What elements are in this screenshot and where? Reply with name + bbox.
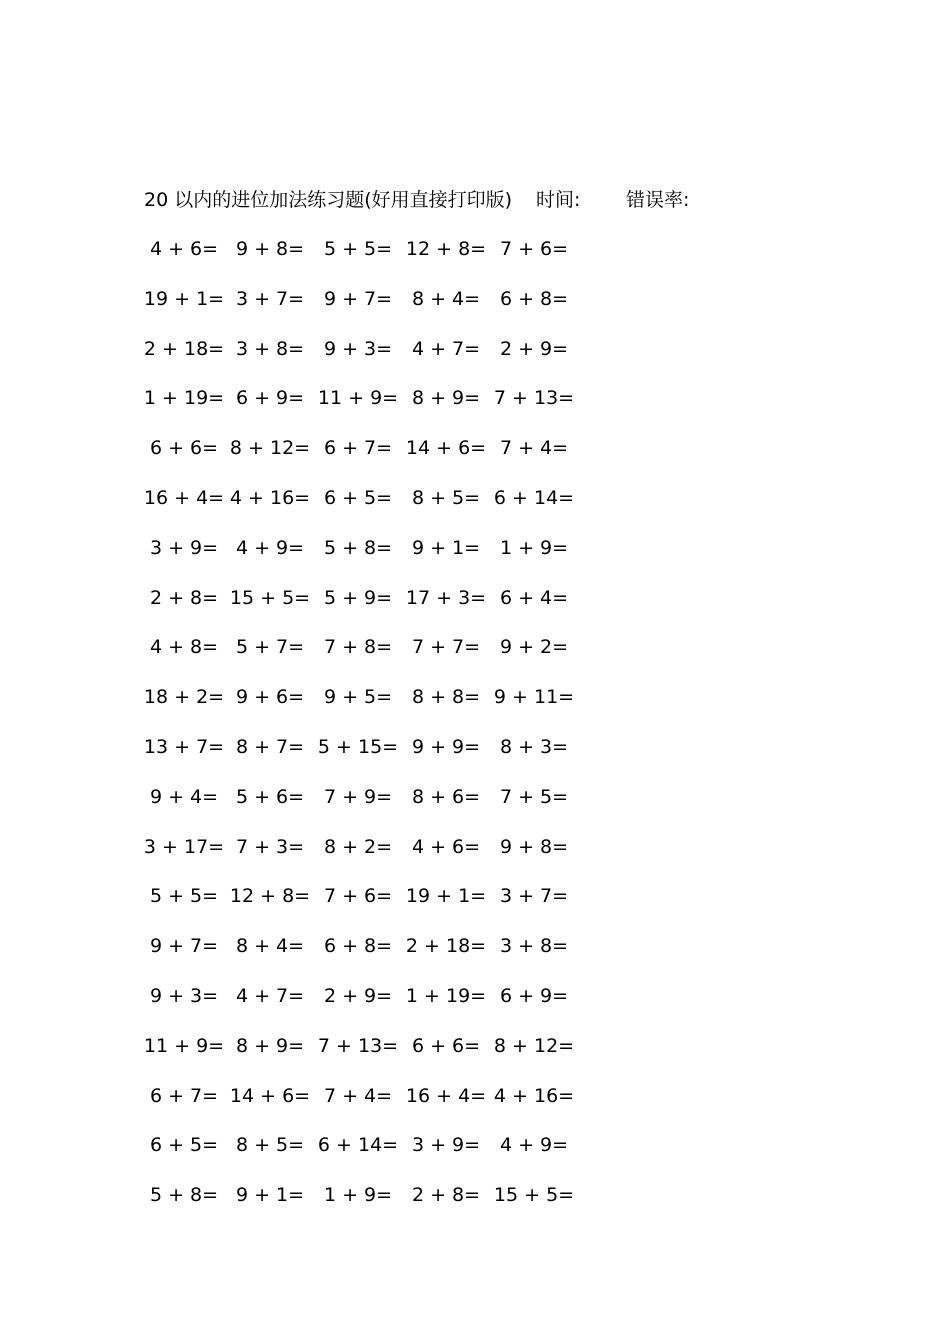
- problem-row: [140, 881, 600, 931]
- addition-problem: 2 + 9=: [323, 984, 393, 1007]
- addition-problem: 5 + 5=: [323, 238, 393, 260]
- addition-problem: 6 + 6=: [411, 1034, 481, 1057]
- addition-problem: 9 + 4=: [149, 785, 219, 808]
- addition-problem: 6 + 8=: [499, 287, 569, 310]
- problem-row: [140, 284, 600, 334]
- addition-problem: 8 + 12=: [493, 1034, 575, 1057]
- addition-problem: 6 + 6=: [149, 437, 219, 460]
- addition-problem: 6 + 5=: [149, 1134, 219, 1157]
- problem-row: [140, 931, 600, 981]
- addition-problem: 4 + 16=: [493, 1084, 575, 1107]
- addition-problem: 15 + 5=: [229, 586, 311, 609]
- addition-problem: 15 + 5=: [493, 1184, 575, 1207]
- addition-problem: 9 + 8=: [499, 835, 569, 858]
- problem-row: [140, 782, 600, 832]
- addition-problem: 8 + 7=: [235, 735, 305, 758]
- problem-row: [140, 632, 600, 682]
- problem-row: [140, 583, 600, 633]
- addition-problem: 6 + 4=: [499, 586, 569, 609]
- addition-problem: 13 + 7=: [143, 735, 225, 758]
- addition-problem: 7 + 6=: [499, 238, 569, 260]
- addition-problem: 8 + 8=: [411, 686, 481, 709]
- addition-problem: 19 + 1=: [143, 287, 225, 310]
- addition-problem: 6 + 14=: [493, 486, 575, 509]
- addition-problem: 7 + 7=: [411, 636, 481, 659]
- addition-problem: 4 + 7=: [411, 337, 481, 360]
- addition-problem: 7 + 13=: [317, 1034, 399, 1057]
- problem-row: [140, 433, 600, 483]
- problem-row: [140, 732, 600, 782]
- addition-problem: 7 + 4=: [323, 1084, 393, 1107]
- error-rate-label: 错误率:: [626, 189, 690, 211]
- addition-problem: 6 + 14=: [317, 1134, 399, 1157]
- problem-row: [140, 682, 600, 732]
- addition-problem: 9 + 6=: [235, 686, 305, 709]
- addition-problem: 6 + 7=: [149, 1084, 219, 1107]
- addition-problem: 9 + 7=: [149, 935, 219, 958]
- addition-problem: 9 + 3=: [323, 337, 393, 360]
- addition-problem: 5 + 5=: [149, 885, 219, 908]
- addition-problem: 4 + 6=: [411, 835, 481, 858]
- addition-problem: 1 + 19=: [405, 984, 487, 1007]
- addition-problem: 2 + 18=: [405, 935, 487, 958]
- addition-problem: 17 + 3=: [405, 586, 487, 609]
- addition-problem: 1 + 19=: [143, 387, 225, 410]
- problem-row: [140, 1081, 600, 1131]
- addition-problem: 3 + 7=: [235, 287, 305, 310]
- addition-problem: 9 + 11=: [493, 686, 575, 709]
- addition-problem: 16 + 4=: [405, 1084, 487, 1107]
- addition-problem: 12 + 8=: [229, 885, 311, 908]
- problem-row: [140, 234, 600, 284]
- addition-problem: 4 + 9=: [235, 536, 305, 559]
- addition-problem: 5 + 9=: [323, 586, 393, 609]
- addition-problem: 3 + 9=: [149, 536, 219, 559]
- problem-row: [140, 1180, 600, 1230]
- addition-problem: 9 + 5=: [323, 686, 393, 709]
- addition-problem: 14 + 6=: [405, 437, 487, 460]
- problem-row: [140, 533, 600, 583]
- problem-row: [140, 1130, 600, 1180]
- addition-problem: 8 + 4=: [411, 287, 481, 310]
- addition-problem: 14 + 6=: [229, 1084, 311, 1107]
- addition-problem: 11 + 9=: [317, 387, 399, 410]
- worksheet-header: [144, 186, 844, 214]
- addition-problem: 4 + 6=: [149, 238, 219, 260]
- addition-problem: 5 + 6=: [235, 785, 305, 808]
- addition-problem: 9 + 7=: [323, 287, 393, 310]
- addition-problem: 3 + 17=: [143, 835, 225, 858]
- addition-problem: 8 + 9=: [411, 387, 481, 410]
- addition-problem: 8 + 5=: [235, 1134, 305, 1157]
- addition-problem: 9 + 3=: [149, 984, 219, 1007]
- addition-problem: 3 + 7=: [499, 885, 569, 908]
- addition-problem: 5 + 7=: [235, 636, 305, 659]
- problem-row: [140, 483, 600, 533]
- addition-problem: 4 + 8=: [149, 636, 219, 659]
- problem-row: [140, 334, 600, 384]
- problem-row: [140, 981, 600, 1031]
- addition-problem: 2 + 8=: [411, 1184, 481, 1207]
- addition-problem: 4 + 16=: [229, 486, 311, 509]
- worksheet-title: 20 以内的进位加法练习题(好用直接打印版): [144, 189, 513, 211]
- addition-problem: 6 + 8=: [323, 935, 393, 958]
- addition-problem: 2 + 9=: [499, 337, 569, 360]
- addition-problem: 7 + 3=: [235, 835, 305, 858]
- addition-problem: 6 + 9=: [235, 387, 305, 410]
- addition-problem: 8 + 3=: [499, 735, 569, 758]
- addition-problem: 4 + 9=: [499, 1134, 569, 1157]
- addition-problem: 1 + 9=: [323, 1184, 393, 1207]
- addition-problem: 12 + 8=: [405, 238, 487, 260]
- addition-problem: 6 + 7=: [323, 437, 393, 460]
- addition-problem: 2 + 8=: [149, 586, 219, 609]
- time-label: 时间:: [536, 189, 581, 211]
- problem-row: [140, 1031, 600, 1081]
- addition-problem: 2 + 18=: [143, 337, 225, 360]
- addition-problem: 3 + 8=: [235, 337, 305, 360]
- addition-problem: 11 + 9=: [143, 1034, 225, 1057]
- addition-problem: 9 + 2=: [499, 636, 569, 659]
- addition-problem: 4 + 7=: [235, 984, 305, 1007]
- addition-problem: 5 + 8=: [323, 536, 393, 559]
- addition-problem: 18 + 2=: [143, 686, 225, 709]
- addition-problem: 3 + 8=: [499, 935, 569, 958]
- problem-row: [140, 383, 600, 433]
- addition-problem: 7 + 5=: [499, 785, 569, 808]
- addition-problem: 19 + 1=: [405, 885, 487, 908]
- addition-problem: 5 + 15=: [317, 735, 399, 758]
- addition-problem: 9 + 1=: [411, 536, 481, 559]
- addition-problem: 8 + 4=: [235, 935, 305, 958]
- addition-problem: 8 + 2=: [323, 835, 393, 858]
- addition-problem: 7 + 4=: [499, 437, 569, 460]
- addition-problem: 16 + 4=: [143, 486, 225, 509]
- addition-problem: 9 + 1=: [235, 1184, 305, 1207]
- addition-problem: 3 + 9=: [411, 1134, 481, 1157]
- addition-problem: 7 + 13=: [493, 387, 575, 410]
- addition-problem: 9 + 8=: [235, 238, 305, 260]
- addition-problem: 9 + 9=: [411, 735, 481, 758]
- problem-grid: [140, 234, 600, 1230]
- problem-row: [140, 832, 600, 882]
- addition-problem: 6 + 9=: [499, 984, 569, 1007]
- addition-problem: 1 + 9=: [499, 536, 569, 559]
- addition-problem: 7 + 9=: [323, 785, 393, 808]
- addition-problem: 8 + 5=: [411, 486, 481, 509]
- addition-problem: 8 + 12=: [229, 437, 311, 460]
- addition-problem: 6 + 5=: [323, 486, 393, 509]
- addition-problem: 8 + 6=: [411, 785, 481, 808]
- addition-problem: 7 + 6=: [323, 885, 393, 908]
- addition-problem: 8 + 9=: [235, 1034, 305, 1057]
- addition-problem: 7 + 8=: [323, 636, 393, 659]
- addition-problem: 5 + 8=: [149, 1184, 219, 1207]
